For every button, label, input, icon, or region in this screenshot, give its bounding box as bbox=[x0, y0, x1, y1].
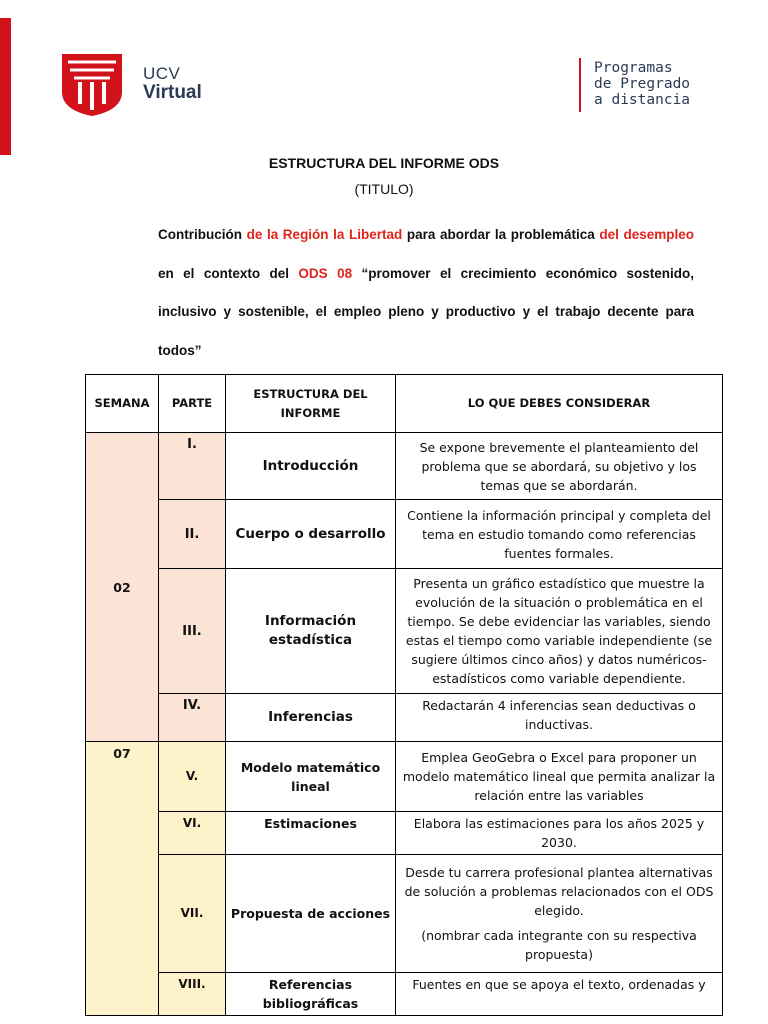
program-label bbox=[594, 60, 690, 108]
header-semana: SEMANA bbox=[86, 375, 159, 433]
header-considerar: LO QUE DEBES CONSIDERAR bbox=[396, 375, 723, 433]
part-title: Propuesta de acciones bbox=[226, 855, 396, 973]
para-part-3: para abordar la problemática bbox=[402, 227, 600, 242]
logo-text-ucv: UCV bbox=[143, 64, 181, 83]
table-row bbox=[86, 694, 723, 742]
part-description-note: (nombrar cada integrante con su respectiva propuesta) bbox=[421, 928, 697, 962]
part-description: Elabora las estimaciones para los años 2025 y 2030. bbox=[396, 812, 723, 855]
report-structure-table bbox=[85, 374, 723, 1016]
table-header-row bbox=[86, 375, 723, 433]
part-description: Presenta un gráfico estadístico que muestre la evolución de la situación o problemática en el tiempo. Se debe evidenciar las variables, siendo estas el tiempo como variable independiente (se sugiere últimos cinco años) y datos numéricos-estadísticos como variable dependiente. bbox=[396, 569, 723, 694]
part-number: V. bbox=[159, 742, 226, 812]
para-highlight-unemployment: del desempleo bbox=[599, 227, 694, 242]
program-line-1: Programas bbox=[594, 60, 673, 76]
ucv-shield-icon bbox=[60, 52, 124, 118]
part-description: Contiene la información principal y completa del tema en estudio tomando como referencias fuentes formales. bbox=[396, 500, 723, 569]
part-title: Referencias bibliográficas bbox=[226, 973, 396, 1016]
part-description: Se expone brevemente el planteamiento del problema que se abordará, su objetivo y los temas que se abordarán. bbox=[396, 433, 723, 500]
week-cell-07: 07 bbox=[86, 742, 159, 1016]
logo-text-virtual: Virtual bbox=[143, 82, 202, 103]
part-title: Modelo matemático lineal bbox=[226, 742, 396, 812]
table-row bbox=[86, 973, 723, 1016]
part-number: II. bbox=[159, 500, 226, 569]
table-row bbox=[86, 500, 723, 569]
part-description bbox=[396, 855, 723, 973]
part-description-text: Desde tu carrera profesional plantea alternativas de solución a problemas relacionados con el ODS elegido. bbox=[404, 865, 714, 918]
table-row bbox=[86, 742, 723, 812]
title-paragraph bbox=[158, 216, 694, 370]
part-number: VIII. bbox=[159, 973, 226, 1016]
para-part-5: en el contexto del bbox=[158, 265, 299, 281]
header-parte: PARTE bbox=[159, 375, 226, 433]
part-title: Información estadística bbox=[226, 569, 396, 694]
table-row bbox=[86, 569, 723, 694]
part-title: Inferencias bbox=[226, 694, 396, 742]
header-estructura: ESTRUCTURA DEL INFORME bbox=[226, 375, 396, 433]
document-title: ESTRUCTURA DEL INFORME ODS bbox=[268, 155, 500, 171]
document-subtitle: (TITULO) bbox=[354, 181, 414, 197]
para-highlight-region: de la Región la Libertad bbox=[246, 227, 403, 242]
week-cell-02: 02 bbox=[86, 433, 159, 742]
part-description: Fuentes en que se apoya el texto, ordenadas y bbox=[396, 973, 723, 1016]
part-title: Estimaciones bbox=[226, 812, 396, 855]
part-title: Cuerpo o desarrollo bbox=[226, 500, 396, 569]
ucv-virtual-logo bbox=[60, 52, 220, 122]
part-title: Introducción bbox=[226, 433, 396, 500]
part-number: VI. bbox=[159, 812, 226, 855]
program-line-3: a distancia bbox=[594, 92, 691, 108]
header-divider bbox=[579, 58, 581, 112]
para-part-7: “promover el crecimiento económico sostenido, inclusivo y sostenible, el empleo pleno y productivo y el trabajo decente para todos” bbox=[158, 265, 694, 358]
part-description: Emplea GeoGebra o Excel para proponer un modelo matemático lineal que permita analizar la relación entre las variables bbox=[396, 742, 723, 812]
part-description: Redactarán 4 inferencias sean deductivas o inductivas. bbox=[396, 694, 723, 742]
para-part-1: Contribución bbox=[158, 227, 247, 242]
part-number: III. bbox=[159, 569, 226, 694]
part-number: IV. bbox=[159, 694, 226, 742]
table-row bbox=[86, 855, 723, 973]
para-highlight-ods: ODS 08 bbox=[298, 265, 353, 281]
part-number: VII. bbox=[159, 855, 226, 973]
red-accent-bar bbox=[0, 18, 11, 155]
table-row bbox=[86, 433, 723, 500]
program-line-2: de Pregrado bbox=[594, 76, 691, 92]
part-number: I. bbox=[159, 433, 226, 500]
table-row bbox=[86, 812, 723, 855]
